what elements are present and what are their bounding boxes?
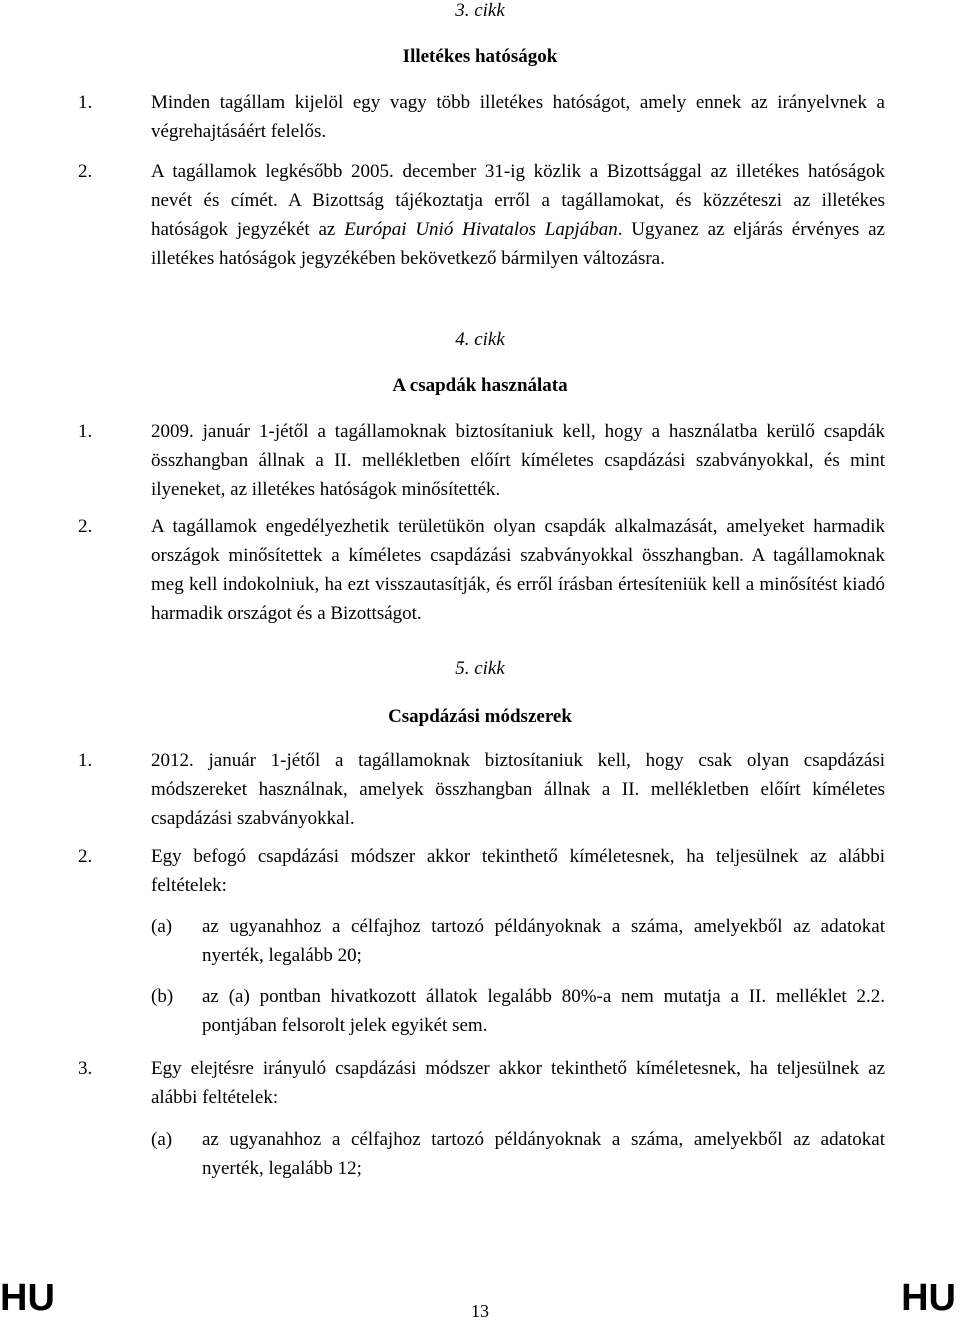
article-4-item-1-number: 1. [78, 421, 93, 442]
article-4-item-1-text: 2009. január 1-jétől a tagállamoknak biztosítaniuk kell, hogy a használatba kerülő csapdák összhangban állnak a II. mellékletben előírt kíméletes csapdázási szabványokkal, és mint ilyeneket, az illetékes hatóságok minősítették. [151, 421, 885, 500]
article-5-item-3-text: Egy elejtésre irányuló csapdázási módszer akkor tekinthető kíméletesnek, ha teljesülnek az alábbi feltételek: [151, 1058, 885, 1108]
article-5-item-3-number: 3. [78, 1058, 93, 1079]
article-4-title: A csapdák használata [392, 375, 568, 396]
article-4-item-2-text: A tagállamok engedélyezhetik területükön olyan csapdák alkalmazását, amelyeket harmadik országok minősítettek a kíméletes csapdázási szabványokkal összhangban. A tagállamoknak meg kell indokolniuk, ha ezt visszautasítják, és erről írásban értesíteniük kell a minősítést kiadó harmadik országot és a Bizottságot. [151, 516, 885, 624]
article-5-item-2-sub-a-text: az ugyanahhoz a célfajhoz tartozó példányoknak a száma, amelyekből az adatokat nyerték, legalább 20; [202, 916, 885, 966]
article-5-label: 5. cikk [455, 658, 505, 679]
article-5-item-2-number: 2. [78, 846, 93, 867]
language-code-right: HU [901, 1277, 956, 1319]
article-5-item-1-number: 1. [78, 750, 93, 771]
article-3-label: 3. cikk [455, 0, 505, 21]
article-3-item-1-number: 1. [78, 92, 93, 113]
page-number: 13 [471, 1301, 489, 1321]
article-5-item-2-text: Egy befogó csapdázási módszer akkor tekinthető kíméletesnek, ha teljesülnek az alábbi feltételek: [151, 846, 885, 896]
article-5-item-2-sub-a-label: (a) [151, 916, 173, 937]
article-3-item-2-text [151, 157, 885, 273]
article-5-item-3-sub-a-label: (a) [151, 1129, 173, 1150]
official-journal-title: Európai Unió Hivatalos Lapjában [344, 219, 618, 240]
article-4-label: 4. cikk [455, 329, 505, 350]
article-5-title: Csapdázási módszerek [388, 706, 572, 727]
article-5-item-2-sub-b-label: (b) [151, 986, 174, 1007]
article-4-item-2-number: 2. [78, 516, 93, 537]
article-3-item-2-text-part-2: . Ugyanez az eljárás érvényes az illetékes hatóságok jegyzékében bekövetkező bármilyen változásra. [151, 219, 885, 269]
article-5-item-3-sub-a-text: az ugyanahhoz a célfajhoz tartozó példányoknak a száma, amelyekből az adatokat nyerték, legalább 12; [202, 1129, 885, 1179]
language-code-left: HU [0, 1277, 55, 1319]
article-5-item-2-sub-b-text: az (a) pontban hivatkozott állatok legalább 80%-a nem mutatja a II. melléklet 2.2. pontjában felsorolt jelek egyikét sem. [202, 986, 885, 1036]
article-3-item-2-number: 2. [78, 161, 93, 182]
article-3-item-1-text: Minden tagállam kijelöl egy vagy több illetékes hatóságot, amely ennek az irányelvnek a végrehajtásáért felelős. [151, 92, 885, 142]
article-3-item-2-text-part-1: A tagállamok legkésőbb 2005. december 31-ig közlik a Bizottsággal az illetékes hatóságok nevét és címét. A Bizottság tájékoztatja erről a tagállamokat, és közzéteszi az illetékes hatóságok jegyzékét az [151, 161, 885, 240]
article-5-item-1-text: 2012. január 1-jétől a tagállamoknak biztosítaniuk kell, hogy csak olyan csapdázási módszereket használnak, amelyek összhangban állnak a II. mellékletben előírt kíméletes csapdázási szabványokkal. [151, 750, 885, 829]
article-3-title: Illetékes hatóságok [402, 46, 558, 67]
